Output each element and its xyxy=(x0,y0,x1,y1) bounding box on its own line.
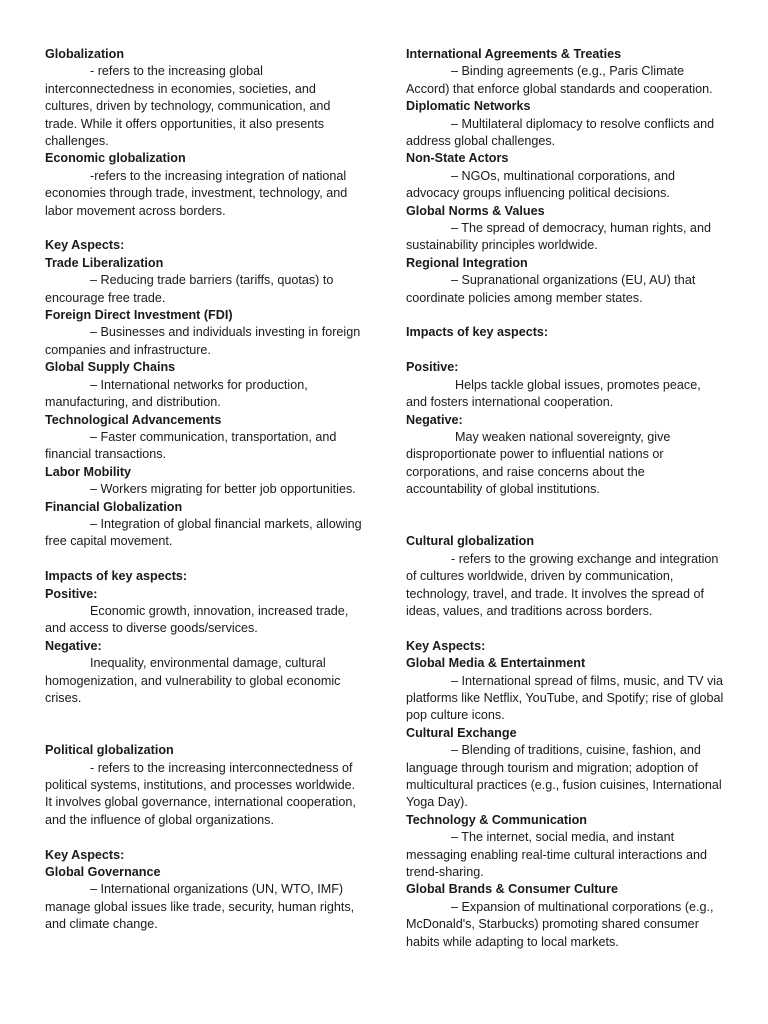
aspect-item xyxy=(406,655,724,725)
aspect-title: Global Norms & Values xyxy=(406,203,545,218)
aspect-item xyxy=(45,359,363,411)
aspect-item xyxy=(406,98,724,150)
aspect-item xyxy=(45,255,363,307)
aspect-title: Global Supply Chains xyxy=(45,360,176,375)
aspect-item xyxy=(45,307,363,359)
aspect-title: Technological Advancements xyxy=(45,412,222,427)
economic-globalization-section xyxy=(45,150,363,220)
aspect-text: – International organizations (UN, WTO, IMF) manage global issues like trade, security, human rights, and climate change. xyxy=(45,882,355,932)
negative-heading: Negative: xyxy=(45,638,102,653)
aspect-item xyxy=(406,255,724,307)
aspect-text: – Multilateral diplomacy to resolve conflicts and address global challenges. xyxy=(406,116,715,149)
aspect-item xyxy=(406,725,724,812)
aspect-text: – Integration of global financial markets, allowing free capital movement. xyxy=(45,516,362,549)
negative-heading: Negative: xyxy=(406,412,463,427)
aspect-text: – International spread of films, music, and TV via platforms like Netflix, YouTube, and Spotify; rise of global pop culture icons. xyxy=(406,673,724,723)
impacts-heading: Impacts of key aspects: xyxy=(406,325,549,340)
cultural-globalization-heading: Cultural globalization xyxy=(406,534,535,549)
aspect-item xyxy=(45,499,363,551)
aspect-title: Financial Globalization xyxy=(45,499,183,514)
positive-text: Economic growth, innovation, increased trade, and access to diverse goods/services. xyxy=(45,603,349,636)
political-globalization-section xyxy=(45,742,363,829)
key-aspects-heading: Key Aspects: xyxy=(45,238,125,253)
aspect-item xyxy=(406,881,724,951)
right-column xyxy=(406,46,724,951)
left-column xyxy=(45,46,363,934)
aspect-text: – NGOs, multinational corporations, and advocacy groups influencing political decisions. xyxy=(406,168,676,201)
economic-globalization-definition: -refers to the increasing integration of national economies through trade, investment, technology, and labor movement across borders. xyxy=(45,168,348,218)
aspect-text: – Workers migrating for better job opportunities. xyxy=(90,482,356,497)
political-globalization-heading: Political globalization xyxy=(45,743,174,758)
aspect-text: – Supranational organizations (EU, AU) that coordinate policies among member states. xyxy=(406,273,696,305)
aspect-item xyxy=(45,464,363,499)
globalization-definition: - refers to the increasing global interconnectedness in economies, societies, and cultures, driven by technology, communication, and trade. While it offers opportunities, it also presents challenges. xyxy=(45,64,331,149)
aspect-title: Regional Integration xyxy=(406,255,528,270)
aspect-text: – Reducing trade barriers (tariffs, quotas) to encourage free trade. xyxy=(45,273,334,305)
aspect-text: – Blending of traditions, cuisine, fashion, and language through tourism and migration; adoption of multicultural practices (e.g., fusion cuisines, International Yoga Day). xyxy=(406,743,722,810)
aspect-item xyxy=(406,46,724,98)
aspect-text: – The spread of democracy, human rights, and sustainability principles worldwide. xyxy=(406,221,711,253)
economic-globalization-heading: Economic globalization xyxy=(45,151,186,166)
positive-text: Helps tackle global issues, promotes peace, and fosters international cooperation. xyxy=(406,377,701,410)
globalization-section xyxy=(45,46,363,150)
aspect-item xyxy=(406,203,724,255)
aspect-text: – Businesses and individuals investing in foreign companies and infrastructure. xyxy=(45,325,361,357)
aspect-item xyxy=(406,150,724,202)
cultural-globalization-definition: - refers to the growing exchange and integration of cultures worldwide, driven by communication, technology, travel, and trade. It involves the spread of ideas, values, and traditions across borders. xyxy=(406,551,719,618)
aspect-title: Technology & Communication xyxy=(406,812,587,827)
positive-heading: Positive: xyxy=(406,360,459,375)
key-aspects-heading: Key Aspects: xyxy=(406,638,486,653)
aspect-title: Global Governance xyxy=(45,865,161,880)
aspect-text: – The internet, social media, and instant messaging enabling real-time cultural interactions and trend-sharing. xyxy=(406,830,708,880)
impacts-heading: Impacts of key aspects: xyxy=(45,569,188,584)
aspect-title: Foreign Direct Investment (FDI) xyxy=(45,308,233,323)
negative-text: May weaken national sovereignty, give disproportionate power to influential nations or corporations, and raise concerns about the accountability of global institutions. xyxy=(406,429,671,497)
aspect-title: Labor Mobility xyxy=(45,464,132,479)
cultural-globalization-section xyxy=(406,533,724,620)
globalization-heading: Globalization xyxy=(45,47,125,61)
aspect-title: Cultural Exchange xyxy=(406,725,517,740)
aspect-title: Diplomatic Networks xyxy=(406,99,531,114)
aspect-text: – Expansion of multinational corporations (e.g., McDonald's, Starbucks) promoting shared consumer habits while adapting to local markets. xyxy=(406,899,714,949)
positive-heading: Positive: xyxy=(45,586,98,601)
aspect-title: International Agreements & Treaties xyxy=(406,47,622,61)
aspect-item xyxy=(406,812,724,882)
aspect-title: Global Brands & Consumer Culture xyxy=(406,882,619,897)
aspect-text: – Faster communication, transportation, and financial transactions. xyxy=(45,429,337,462)
key-aspects-heading: Key Aspects: xyxy=(45,847,125,862)
aspect-title: Non-State Actors xyxy=(406,151,509,166)
aspect-item xyxy=(45,412,363,464)
aspect-title: Trade Liberalization xyxy=(45,255,164,270)
aspect-text: – Binding agreements (e.g., Paris Climate Accord) that enforce global standards and cooperation. xyxy=(406,64,713,96)
aspect-text: – International networks for production, manufacturing, and distribution. xyxy=(45,377,308,410)
aspect-title: Global Media & Entertainment xyxy=(406,656,586,671)
political-globalization-definition: - refers to the increasing interconnectedness of political systems, institutions, and processes worldwide. It involves global governance, international cooperation, and the influence of global organizations. xyxy=(45,760,356,827)
aspect-item xyxy=(45,864,363,934)
negative-text: Inequality, environmental damage, cultural homogenization, and vulnerability to global economic crises. xyxy=(45,656,341,705)
